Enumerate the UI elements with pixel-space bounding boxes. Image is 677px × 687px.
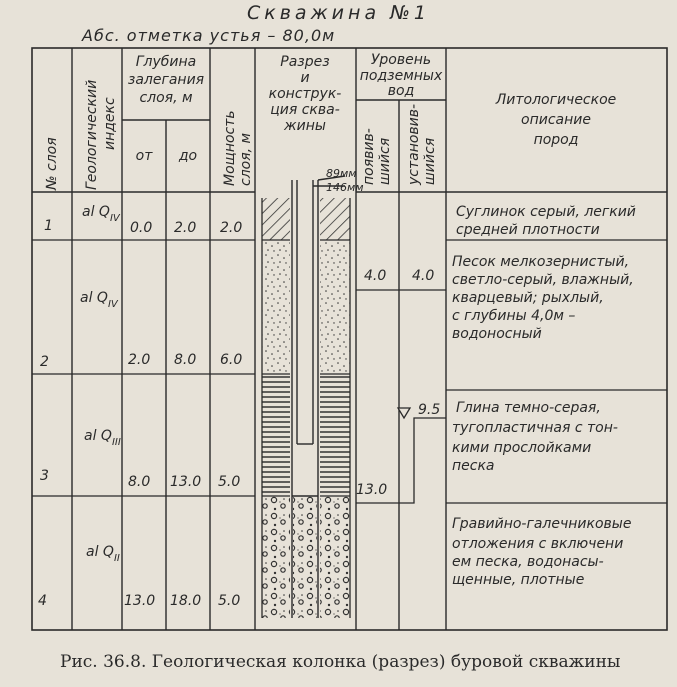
layer-values bbox=[38, 204, 440, 609]
layer-1-from: 0.0 bbox=[130, 220, 153, 236]
layer-3-from: 8.0 bbox=[128, 474, 151, 490]
desc-2-line-4: с глубины 4,0м – bbox=[452, 308, 576, 324]
layer-4-index: al $Q_{II}$ bbox=[86, 544, 120, 564]
desc-3-line-1: Глина темно-серая, bbox=[456, 400, 601, 416]
layer-1-number: 1 bbox=[44, 218, 53, 234]
header-thickness-1: Мощность bbox=[222, 110, 238, 186]
header-geo-index-2: индекс bbox=[102, 97, 118, 150]
layer-2-to: 8.0 bbox=[174, 352, 197, 368]
header-depth-from: от bbox=[135, 148, 153, 164]
water-2-appeared: 13.0 bbox=[356, 482, 388, 498]
desc-3-line-3: кими прослойками bbox=[452, 440, 592, 456]
desc-4-line-4: щенные, плотные bbox=[452, 572, 585, 588]
layer-2-index: al $Q_{IV}$ bbox=[80, 290, 118, 310]
water-1-appeared: 4.0 bbox=[364, 268, 387, 284]
collar-elevation: Абс. отметка устья – 80,0м bbox=[82, 26, 336, 45]
desc-4-line-1: Гравийно-галечниковые bbox=[452, 516, 632, 532]
column-dividers bbox=[72, 48, 446, 630]
header-geo-index-1: Геологический bbox=[84, 79, 100, 190]
layer-1-to: 2.0 bbox=[174, 220, 197, 236]
casing-outer-diameter: 146мм bbox=[326, 181, 364, 194]
layer-1-thickness: 2.0 bbox=[220, 220, 243, 236]
layer-4-thickness: 5.0 bbox=[218, 593, 241, 609]
layer-3-number: 3 bbox=[40, 468, 49, 484]
layer-4-number: 4 bbox=[38, 593, 47, 609]
casing-inner-diameter: 89мм bbox=[326, 167, 357, 180]
layer-3-to: 13.0 bbox=[170, 474, 202, 490]
desc-2-line-5: водоносный bbox=[452, 326, 542, 342]
header-water-1: Уровень bbox=[370, 52, 432, 68]
lithology-section bbox=[262, 176, 350, 620]
layer-3-thickness: 5.0 bbox=[218, 474, 241, 490]
layer-2-number: 2 bbox=[40, 354, 49, 370]
desc-3-line-2: тугопластичная с тон- bbox=[452, 420, 618, 436]
desc-4-line-3: ем песка, водонасы- bbox=[452, 554, 604, 570]
header-depth-1: Глубина bbox=[135, 54, 197, 70]
layer-1-index: al $Q_{IV}$ bbox=[82, 204, 120, 224]
header-section-3: конструк- bbox=[268, 86, 342, 102]
desc-2-line-2: светло-серый, влажный, bbox=[452, 272, 634, 288]
well-title: Скважина №1 bbox=[246, 2, 430, 24]
header-section-4: ция сква- bbox=[270, 102, 340, 118]
header-depth-3: слоя, м bbox=[139, 90, 193, 106]
header-section-2: и bbox=[300, 70, 310, 86]
layer-3-index: al $Q_{III}$ bbox=[84, 428, 121, 448]
header-water-3: вод bbox=[387, 83, 415, 99]
header-description-1: Литологическое bbox=[495, 92, 617, 108]
header-depth-2: залегания bbox=[127, 72, 205, 88]
water-level-lines bbox=[356, 290, 446, 503]
header-layer-no: № слоя bbox=[44, 137, 60, 190]
header-settled-1: установив- bbox=[406, 103, 422, 185]
header-description-3: пород bbox=[533, 132, 579, 148]
desc-3-line-4: песка bbox=[452, 458, 495, 474]
header-thickness-2: слоя, м bbox=[238, 132, 254, 186]
layer-2-thickness: 6.0 bbox=[220, 352, 243, 368]
desc-4-line-2: отложения с включени bbox=[452, 536, 624, 552]
header-water-2: подземных bbox=[359, 68, 443, 84]
header-settled-2: шийся bbox=[422, 137, 438, 185]
desc-2-line-3: кварцевый; рыхлый, bbox=[452, 290, 604, 306]
water-level-marker bbox=[398, 408, 410, 418]
header-description-2: описание bbox=[521, 112, 591, 128]
layer-4-from: 13.0 bbox=[124, 593, 156, 609]
header-section-1: Разрез bbox=[280, 54, 330, 70]
desc-2-line-1: Песок мелкозернистый, bbox=[452, 254, 630, 270]
figure-caption: Рис. 36.8. Геологическая колонка (разрез) буровой скважины bbox=[60, 652, 621, 672]
water-2-settled: 9.5 bbox=[418, 402, 441, 418]
layer-2-from: 2.0 bbox=[128, 352, 151, 368]
header-section-5: жины bbox=[284, 118, 326, 134]
water-1-settled: 4.0 bbox=[412, 268, 435, 284]
layer-4-to: 18.0 bbox=[170, 593, 202, 609]
lithology-descriptions bbox=[452, 204, 636, 588]
header-appeared-2: шийся bbox=[377, 137, 393, 185]
desc-1-line-2: средней плотности bbox=[456, 222, 600, 238]
desc-1-line-1: Суглинок серый, легкий bbox=[456, 204, 636, 220]
table-headers bbox=[44, 52, 616, 194]
header-appeared-1: появив- bbox=[361, 128, 377, 185]
header-depth-to: до bbox=[178, 148, 198, 164]
